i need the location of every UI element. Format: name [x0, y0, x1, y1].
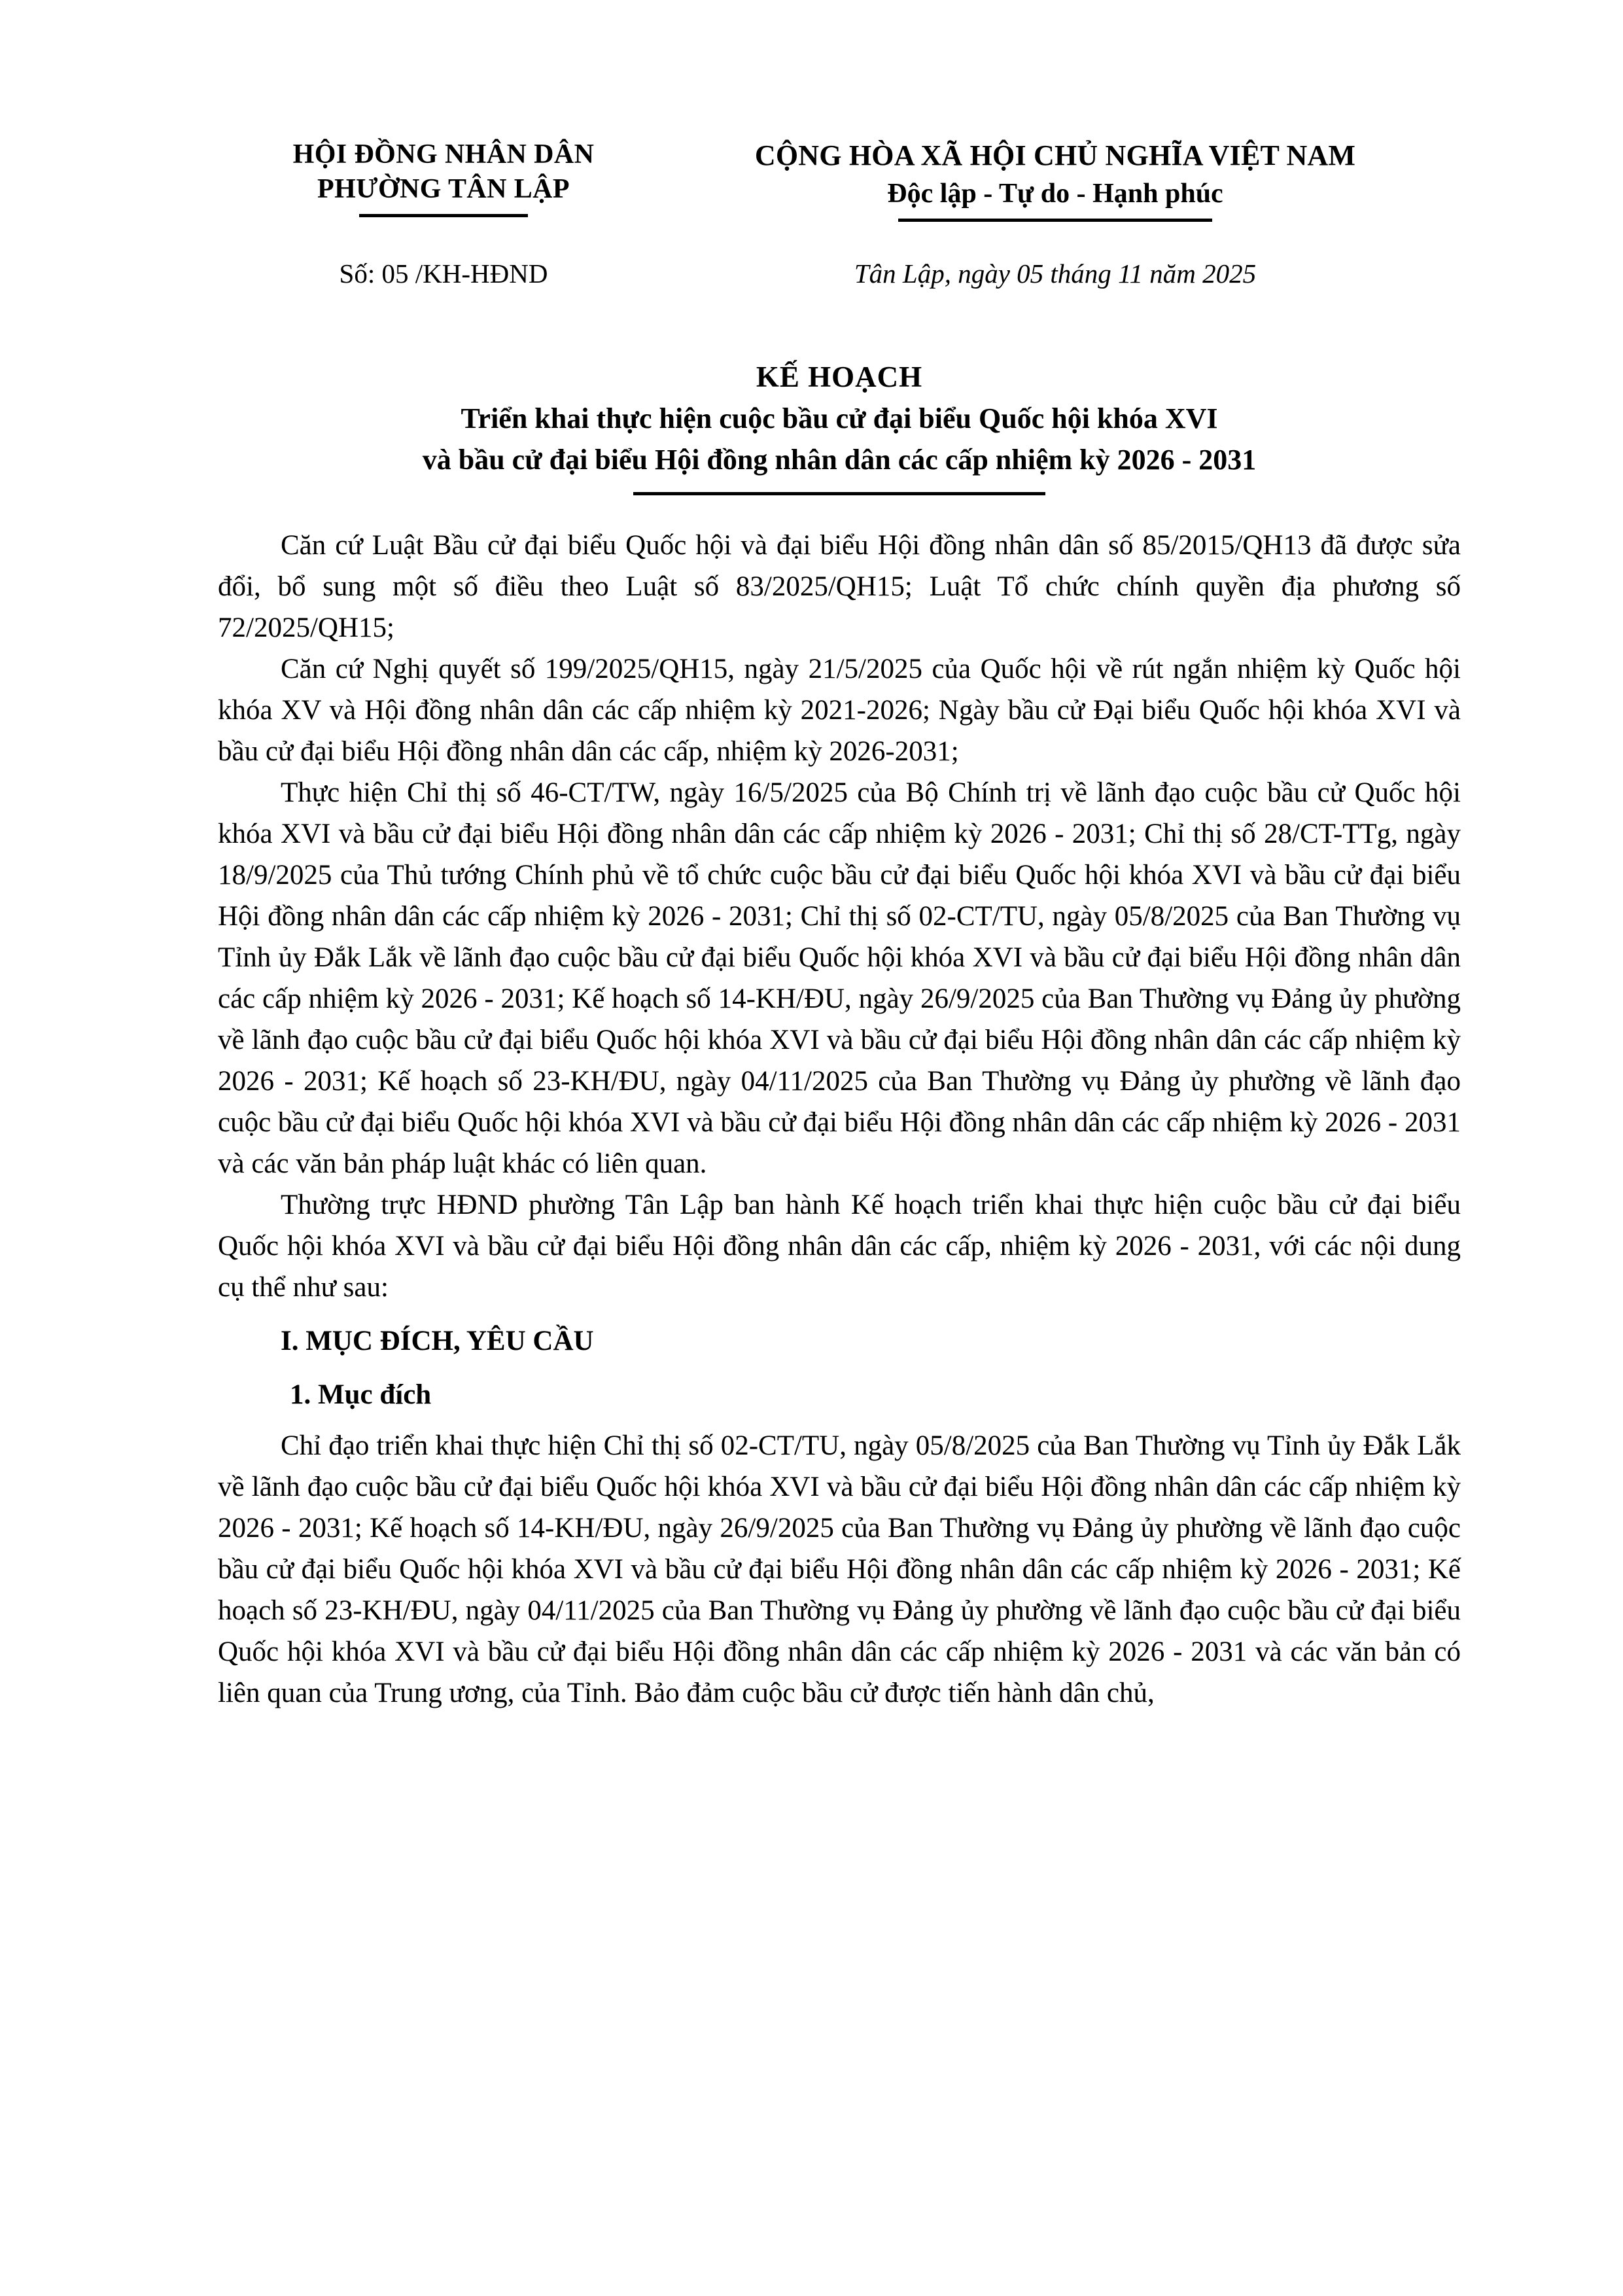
paragraph-legal-basis-1: Căn cứ Luật Bầu cử đại biểu Quốc hội và đại biểu Hội đồng nhân dân số 85/2015/QH13 đã được sửa đổi, bổ sung một số điều theo Luật số 83/2025/QH15; Luật Tổ chức chính quyền địa phương số 72/2025/QH15; [218, 530, 1461, 643]
organization-underline [359, 214, 528, 217]
national-motto: Độc lập - Tự do - Hạnh phúc [887, 179, 1223, 209]
paragraph-purpose-1: Chỉ đạo triển khai thực hiện Chỉ thị số 02-CT/TU, ngày 05/8/2025 của Ban Thường vụ Tỉnh ủy Đắk Lắk về lãnh đạo cuộc bầu cử đại biểu Quốc hội khóa XVI và bầu cử đại biểu Hội đồng nhân dân các cấp nhiệm kỳ 2026 - 2031; Kế hoạch số 14-KH/ĐU, ngày 26/9/2025 của Ban Thường vụ Đảng ủy phường về lãnh đạo cuộc bầu cử đại biểu Quốc hội khóa XVI và bầu cử đại biểu Hội đồng nhân dân các cấp nhiệm kỳ 2026 - 2031; Kế hoạch số 23-KH/ĐU, ngày 04/11/2025 của Ban Thường vụ Đảng ủy phường về lãnh đạo cuộc bầu cử đại biểu Quốc hội khóa XVI và bầu cử đại biểu Hội đồng nhân dân các cấp nhiệm kỳ 2026 - 2031 và các văn bản có liên quan của Trung ương, của Tỉnh. Bảo đảm cuộc bầu cử được tiến hành dân chủ, [218, 1430, 1461, 1708]
organization-line-1: HỘI ĐỒNG NHÂN DÂN [292, 139, 595, 169]
paragraph-legal-basis-3: Thực hiện Chỉ thị số 46-CT/TW, ngày 16/5/2025 của Bộ Chính trị về lãnh đạo cuộc bầu cử Quốc hội khóa XVI và bầu cử đại biểu Hội đồng nhân dân các cấp nhiệm kỳ 2026 - 2031; Chỉ thị số 28/CT-TTg, ngày 18/9/2025 của Thủ tướng Chính phủ về tổ chức cuộc bầu cử đại biểu Quốc hội khóa XVI và bầu cử đại biểu Hội đồng nhân dân các cấp nhiệm kỳ 2026 - 2031; Chỉ thị số 02-CT/TU, ngày 05/8/2025 của Ban Thường vụ Tỉnh ủy Đắk Lắk về lãnh đạo cuộc bầu cử đại biểu Quốc hội khóa XVI và bầu cử đại biểu Hội đồng nhân dân các cấp nhiệm kỳ 2026 - 2031; Kế hoạch số 14-KH/ĐU, ngày 26/9/2025 của Ban Thường vụ Đảng ủy phường về lãnh đạo cuộc bầu cử đại biểu Quốc hội khóa XVI và bầu cử đại biểu Hội đồng nhân dân các cấp nhiệm kỳ 2026 - 2031; Kế hoạch số 23-KH/ĐU, ngày 04/11/2025 của Ban Thường vụ Đảng ủy phường về lãnh đạo cuộc bầu cử đại biểu Quốc hội khóa XVI và bầu cử đại biểu Hội đồng nhân dân các cấp nhiệm kỳ 2026 - 2031 và các văn bản pháp luật khác có liên quan. [218, 777, 1461, 1179]
document-title-line-1: Triển khai thực hiện cuộc bầu cử đại biểu Quốc hội khóa XVI [461, 402, 1218, 435]
organization-line-2: PHƯỜNG TÂN LẬP [317, 174, 570, 205]
national-title: CỘNG HÒA XÃ HỘI CHỦ NGHĨA VIỆT NAM [754, 139, 1356, 171]
national-heading-block [669, 137, 1461, 222]
issuing-organization-block [218, 137, 669, 217]
document-number: Số: 05 /KH-HĐND [339, 258, 548, 289]
national-motto-underline [898, 219, 1212, 222]
body-spacer [218, 1417, 1461, 1426]
document-body [218, 525, 1461, 1714]
document-title-underline [633, 492, 1045, 495]
document-kind: KẾ HOẠCH [756, 360, 923, 393]
document-sheet [218, 0, 1461, 1714]
paragraph-issuance-statement: Thường trực HĐND phường Tân Lập ban hành Kế hoạch triển khai thực hiện cuộc bầu cử đại biểu Quốc hội khóa XVI và bầu cử đại biểu Hội đồng nhân dân các cấp, nhiệm kỳ 2026 - 2031, với các nội dung cụ thể như sau: [218, 1189, 1461, 1303]
document-title-block [218, 358, 1461, 495]
document-title-line-2: và bầu cử đại biểu Hội đồng nhân dân các cấp nhiệm kỳ 2026 - 2031 [422, 443, 1257, 476]
section-heading-i: I. MỤC ĐÍCH, YÊU CẦU [281, 1325, 594, 1356]
document-meta-row [218, 258, 1461, 289]
subsection-heading-1: 1. Mục đích [290, 1379, 432, 1411]
place-and-date: Tân Lập, ngày 05 tháng 11 năm 2025 [854, 258, 1257, 289]
paragraph-legal-basis-2: Căn cứ Nghị quyết số 199/2025/QH15, ngày 21/5/2025 của Quốc hội về rút ngắn nhiệm kỳ Quốc hội khóa XV và Hội đồng nhân dân các cấp nhiệm kỳ 2021-2026; Ngày bầu cử Đại biểu Quốc hội khóa XVI và bầu cử đại biểu Hội đồng nhân dân các cấp, nhiệm kỳ 2026-2031; [218, 653, 1461, 767]
document-header [218, 0, 1461, 222]
